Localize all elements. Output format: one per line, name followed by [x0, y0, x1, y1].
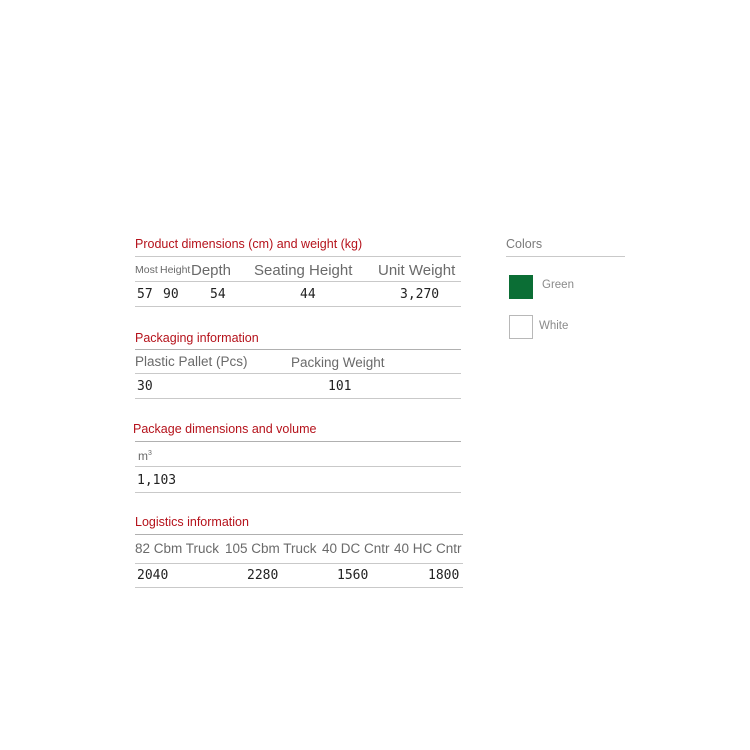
- header-105-cbm-truck: 105 Cbm Truck: [225, 541, 317, 556]
- divider: [135, 587, 463, 588]
- header-packing-weight: Packing Weight: [291, 355, 385, 370]
- packaging-title: Packaging information: [135, 331, 259, 345]
- divider: [135, 466, 461, 467]
- divider: [506, 256, 625, 257]
- header-most: Most: [135, 264, 158, 276]
- divider: [135, 349, 461, 350]
- divider: [135, 373, 461, 374]
- header-height: Height: [160, 264, 191, 276]
- value-40-dc-cntr: 1560: [337, 568, 369, 583]
- color-label-green: Green: [542, 279, 574, 291]
- header-plastic-pallet: Plastic Pallet (Pcs): [135, 354, 248, 369]
- value-height: 90: [163, 287, 179, 302]
- header-82-cbm-truck: 82 Cbm Truck: [135, 541, 220, 556]
- value-40-hc-cntr: 1800: [428, 568, 460, 583]
- value-volume: 1,103: [137, 473, 177, 488]
- value-105-cbm-truck: 2280: [247, 568, 279, 583]
- value-plastic-pallet: 30: [137, 379, 153, 394]
- divider: [135, 441, 461, 442]
- value-depth: 54: [210, 287, 226, 302]
- header-depth: Depth: [191, 262, 232, 279]
- header-seating-height: Seating Height: [254, 262, 353, 279]
- header-40-hc-cntr: 40 HC Cntr: [394, 541, 462, 556]
- divider: [135, 563, 463, 564]
- divider: [135, 306, 461, 307]
- color-swatch-white[interactable]: [509, 315, 533, 339]
- package-title: Package dimensions and volume: [133, 422, 317, 436]
- header-40-dc-cntr: 40 DC Cntr: [322, 541, 390, 556]
- divider: [135, 256, 461, 257]
- divider: [135, 281, 461, 282]
- value-unit-weight: 3,270: [400, 287, 440, 302]
- color-label-white: White: [539, 320, 569, 332]
- divider: [135, 398, 461, 399]
- logistics-title: Logistics information: [135, 515, 249, 529]
- header-unit-weight: Unit Weight: [378, 262, 456, 279]
- color-swatch-green[interactable]: [509, 275, 533, 299]
- value-82-cbm-truck: 2040: [137, 568, 169, 583]
- header-volume-unit: $m^3$: [138, 449, 152, 463]
- value-seating-height: 44: [300, 287, 316, 302]
- value-packing-weight: 101: [328, 379, 352, 394]
- colors-title: Colors: [506, 237, 543, 251]
- value-most: 57: [137, 287, 153, 302]
- product-dimensions-title: Product dimensions (cm) and weight (kg): [135, 237, 363, 251]
- divider: [135, 492, 461, 493]
- divider: [135, 534, 463, 535]
